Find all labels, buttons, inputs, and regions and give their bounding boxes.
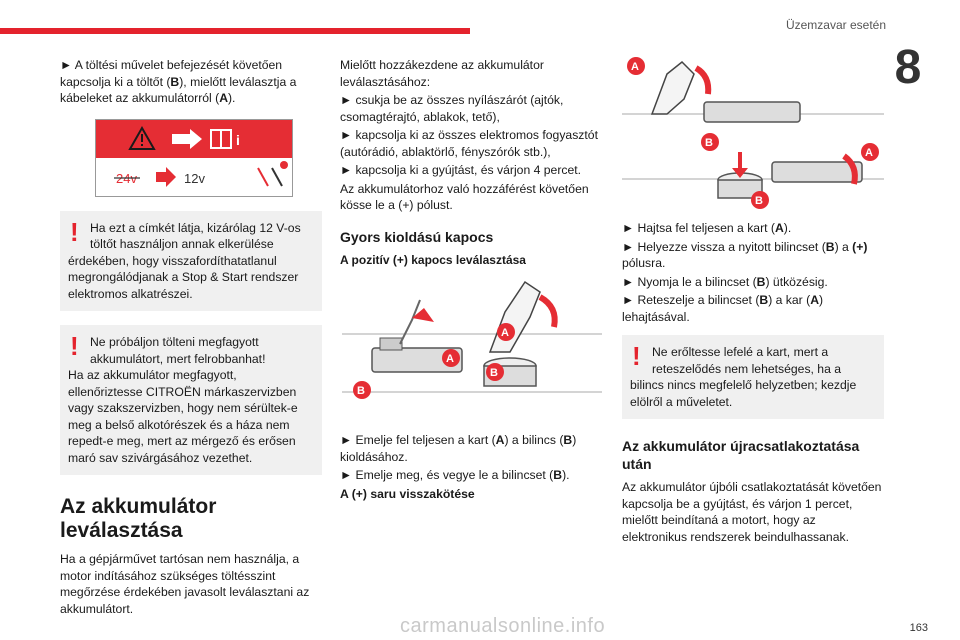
- quick-release-heading: Gyors kioldású kapocs: [340, 228, 494, 245]
- callout-a-right: A: [501, 327, 509, 339]
- exclamation-icon: !: [632, 341, 641, 371]
- callout-b-left: B: [357, 385, 365, 397]
- intro-paragraph: Mielőtt hozzákezdene az akkumulátor leválasztásához:: [340, 58, 544, 89]
- callout-a-top: A: [631, 61, 639, 73]
- exclamation-icon: !: [70, 216, 79, 247]
- section-header: Üzemzavar esetén: [785, 18, 886, 32]
- callout-a-right: A: [865, 147, 873, 159]
- warning-box-frozen: ! Ne próbáljon tölteni megfagyott akkumulátort, mert felrobbanhat! Ha az akkumulátor megfagyott, ellenőriztesse CITROËN márkaszervizben vagy szakszervizben, hogy nem sérültek-e meg a belső alkotórészek és a háza nem repedt-e meg, mert az mérgező és erősen maró sav szivárgásához vezethet.: [60, 325, 322, 475]
- column-2: [340, 57, 602, 504]
- callout-b-bottom: B: [755, 195, 763, 207]
- chapter-number: 8: [886, 38, 930, 98]
- warning-box-12v: ! Ha ezt a címkét látja, kizárólag 12 V-os töltőt használjon annak elkerülése érdekében, hogy visszafordíthatatlanul megrongálódjanak a Stop & Start rendszer elektromos alkatrészei.: [60, 211, 322, 312]
- positive-clamp-heading: A pozitív (+) kapocs leválasztása: [340, 252, 526, 267]
- step-place-clamp: ► Helyezze vissza a nyitott bilincset (B) a (+) pólusra.: [622, 239, 868, 270]
- step-remove-clamp: ► Emelje meg, és vegye le a bilincset (B).: [340, 468, 570, 482]
- section-heading: Az akkumulátor leválasztása: [60, 495, 217, 542]
- step-lock-clamp: ► Reteszelje a bilincset (B) a kar (A) lehajtásával.: [622, 293, 824, 324]
- reconnect-paragraph: Az akkumulátor újbóli csatlakoztatását követően kapcsolja be a gyújtást, és várjon 1 percet, mielőtt beindítaná a motort, hogy az elektronikus rendszerek beindulhassanak.: [622, 480, 882, 544]
- warning-box-lever: ! Ne erőltesse lefelé a kart, mert a reteszelődés nem lehetséges, ha a bilincs nincs megfelelő helyzetben; kezdje elölről a műveletet.: [622, 335, 884, 419]
- clamp-reconnect-illustration: [622, 54, 884, 214]
- bullet-item: ► kapcsolja ki az összes elektromos fogyasztót (autórádió, ablaktörlő, fényszórók stb.),: [340, 128, 598, 159]
- bullet-item: ► kapcsolja ki a gyújtást, és várjon 4 percet.: [340, 163, 582, 177]
- charging-end-paragraph: ► A töltési művelet befejezését követően kapcsolja ki a töltőt (B), mielőtt leválasztja a kábeleket az akkumulátorról (A).: [60, 58, 297, 105]
- column-1: [60, 57, 322, 619]
- access-paragraph: Az akkumulátorhoz való hozzáférést követően kösse le a (+) pólust.: [340, 181, 589, 212]
- column-3: [622, 57, 884, 547]
- charger-voltage-icon: [96, 158, 292, 196]
- header-accent-bar: [0, 28, 470, 34]
- clamp-illustration: [340, 272, 602, 422]
- reconnect-subheading: A (+) saru visszakötése: [340, 486, 475, 501]
- callout-b-mid: B: [705, 137, 713, 149]
- step-lift-lever: ► Emelje fel teljesen a kart (A) a bilincs (B) kioldásához.: [340, 433, 577, 464]
- reconnect-heading: Az akkumulátor újracsatlakoztatása után: [622, 438, 860, 472]
- exclamation-icon: !: [70, 331, 79, 361]
- step-raise-lever: ► Hajtsa fel teljesen a kart (A).: [622, 221, 792, 235]
- bullet-item: ► csukja be az összes nyílászárót (ajtók, csomagtérajtó, ablakok, tető),: [340, 93, 564, 124]
- warning-triangle-arrow-manual-icon: [96, 120, 292, 158]
- clamp-release-figure: [340, 272, 602, 422]
- section-paragraph: Ha a gépjárművet tartósan nem használja, a motor indításához szükséges töltésszint megőrzése érdekében javasolt leválasztani az akkumulátort.: [60, 552, 310, 616]
- label-24v: 24v: [116, 170, 137, 186]
- label-12v: 12v: [184, 170, 205, 186]
- callout-a-left: A: [446, 353, 454, 365]
- voltage-warning-label: [95, 119, 293, 197]
- step-press-clamp: ► Nyomja le a bilincset (B) ütközésig.: [622, 274, 828, 289]
- page-number: 163: [909, 622, 928, 634]
- svg-text:i: i: [236, 131, 240, 148]
- watermark: carmanualsonline.info: [400, 615, 606, 637]
- clamp-reconnect-figure: [622, 54, 884, 214]
- callout-b-right: B: [490, 367, 498, 379]
